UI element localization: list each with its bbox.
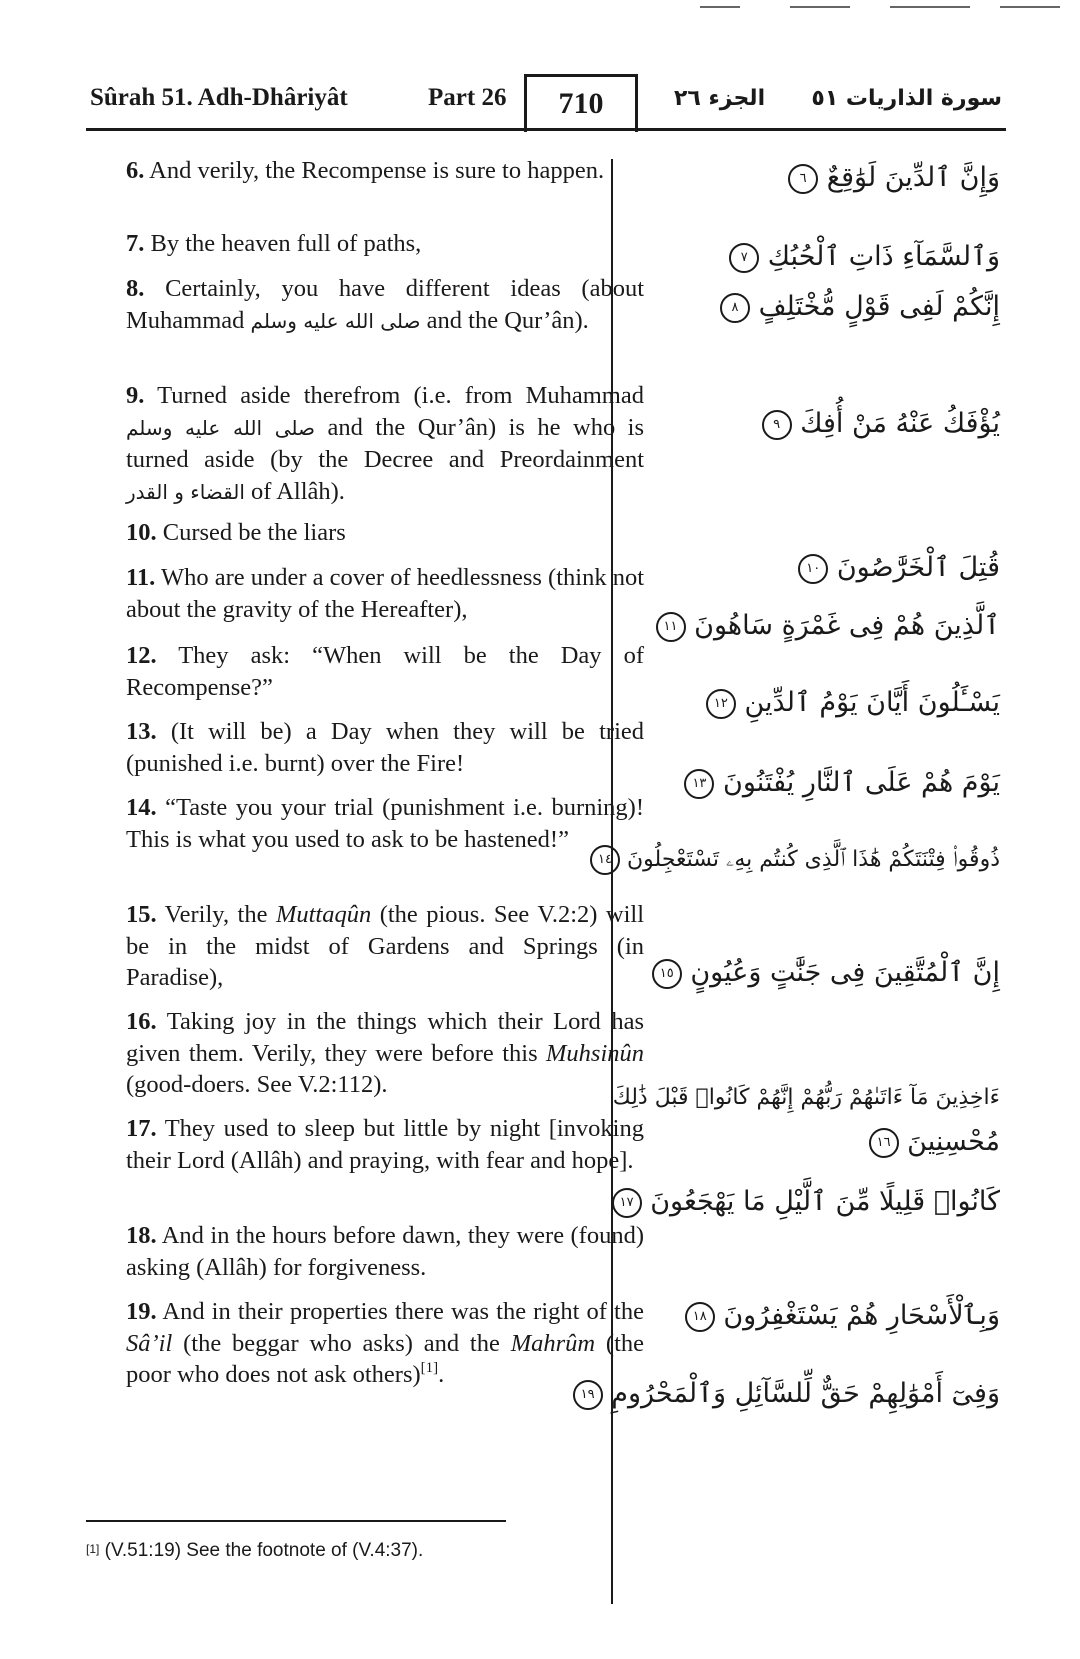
verse-number: 14. [126, 794, 157, 821]
verse-14 [86, 792, 644, 855]
ayah-16-line-1 [613, 1078, 1000, 1118]
verse-6 [86, 155, 644, 187]
verse-12 [86, 640, 644, 703]
ayah-end-mark: ١٨ [685, 1302, 715, 1332]
ayah-text: وَبِٱلْأَسْحَارِ هُمْ يَسْتَغْفِرُونَ [723, 1300, 1000, 1331]
ayah-text: يُؤْفَكُ عَنْهُ مَنْ أُفِكَ [800, 408, 1000, 439]
verse-10 [86, 517, 644, 549]
ayah-end-mark: ١٤ [590, 845, 620, 875]
ayah-text: مُحْسِنِينَ [907, 1126, 1000, 1157]
ayah-end-mark: ١٧ [612, 1188, 642, 1218]
verse-number: 19. [126, 1298, 157, 1325]
verse-text: And verily, the Recompense is sure to happen. [149, 157, 605, 184]
ayah-end-mark: ١٥ [652, 959, 682, 989]
footnote-rule [86, 1520, 506, 1522]
italic-term: Muttaqûn [275, 901, 372, 928]
ayah-12 [703, 683, 1000, 723]
ayah-text: ٱلَّذِينَ هُمْ فِى غَمْرَةٍ سَاهُونَ [694, 610, 1000, 641]
italic-term: Mahrûm [510, 1329, 596, 1357]
ayah-8 [717, 287, 1000, 327]
verse-text: Who are under a cover of heedlessness (think not about the gravity of the Hereafter), [126, 564, 644, 623]
ayah-end-mark: ٦ [788, 164, 818, 194]
verse-text: Verily, the [164, 901, 268, 928]
verse-9 [86, 380, 644, 508]
verse-number: 10. [126, 519, 157, 546]
part-label: Part 26 [428, 84, 507, 111]
ayah-end-mark: ١٦ [869, 1128, 899, 1158]
verse-text: (the poor who does not ask others) [126, 1329, 644, 1388]
ayah-14 [587, 840, 1000, 880]
qadar-arabic: القضاء و القدر [126, 479, 245, 504]
verse-11 [86, 562, 644, 625]
ayah-15 [649, 953, 1000, 993]
ayah-7 [726, 237, 1000, 277]
verse-number: 18. [126, 1222, 157, 1249]
verse-number: 13. [126, 718, 157, 745]
verse-7 [86, 228, 644, 260]
ayah-18 [682, 1296, 1000, 1336]
ayah-end-mark: ٧ [729, 243, 759, 273]
verse-text: Cursed be the liars [162, 519, 346, 546]
ayah-end-mark: ٨ [720, 293, 750, 323]
ayah-text: وَفِىٓ أَمْوَٰلِهِمْ حَقٌّ لِّلسَّآئِلِ وَٱلْمَحْرُومِ [611, 1378, 1000, 1409]
ayah-text: يَسْـَٔلُونَ أَيَّانَ يَوْمُ ٱلدِّينِ [744, 687, 1000, 718]
verse-number: 12. [126, 642, 157, 669]
verse-text: Turned aside therefrom (i.e. from Muhammad [157, 382, 644, 409]
ayah-text: وَإِنَّ ٱلدِّينَ لَوَٰقِعٌ [826, 162, 1000, 193]
ayah-end-mark: ٩ [762, 410, 792, 440]
verse-number: 8. [126, 275, 145, 302]
ayah-13 [681, 763, 1000, 803]
verse-18 [86, 1220, 644, 1283]
ayah-6 [785, 158, 1000, 198]
verse-text: and the Qur’ân). [426, 306, 589, 334]
ayah-10 [795, 548, 1000, 588]
ayah-text: يَوْمَ هُمْ عَلَى ٱلنَّارِ يُفْتَنُونَ [723, 767, 1000, 798]
verse-19 [86, 1296, 644, 1391]
ayah-text: ذُوقُوا۟ فِتْنَتَكُمْ هَٰذَا ٱلَّذِى كُنتُم بِهِۦ تَسْتَعْجِلُونَ [627, 847, 1000, 872]
verse-8 [86, 273, 644, 337]
footnote-ref: [1] [420, 1360, 439, 1376]
ayah-text: قُتِلَ ٱلْخَرَّٰصُونَ [836, 552, 1000, 583]
page-number: 710 [524, 74, 638, 132]
ayah-end-mark: ١١ [656, 612, 686, 642]
ayah-16-line-2 [866, 1122, 1000, 1162]
ayah-text: إِنَّ ٱلْمُتَّقِينَ فِى جَنَّٰتٍ وَعُيُونٍ [690, 957, 1000, 988]
ayah-end-mark: ١٢ [706, 689, 736, 719]
verse-16 [86, 1006, 644, 1101]
header-rule [86, 128, 1006, 131]
ayah-11 [653, 606, 1000, 646]
verse-text: . [438, 1361, 445, 1388]
ayah-end-mark: ١٠ [798, 554, 828, 584]
verse-text: (the pious. See V.2:2) will be in the midst of Gardens and Springs (in Paradise), [126, 901, 645, 991]
verse-number: 16. [126, 1008, 157, 1035]
verse-number: 15. [126, 901, 157, 928]
ayah-text: إِنَّكُمْ لَفِى قَوْلٍ مُّخْتَلِفٍ [758, 291, 1000, 322]
footnote-marker: [1] [86, 1542, 100, 1556]
verse-text: (It will be) a Day when they will be tried (punished i.e. burnt) over the Fire! [126, 718, 644, 777]
verse-text: And in the hours before dawn, they were (found) asking (Allâh) for forgiveness. [126, 1222, 644, 1281]
ayah-end-mark: ١٩ [573, 1380, 603, 1410]
ayah-17 [609, 1182, 1000, 1222]
verse-text: (good-doers. See V.2:112). [126, 1071, 388, 1098]
verse-number: 6. [126, 157, 145, 184]
surah-title: Sûrah 51. Adh-Dhâriyât [90, 84, 348, 111]
verse-text: They used to sleep but little by night [invoking their Lord (Allâh) and praying, with fear and hope]. [126, 1115, 644, 1174]
verse-number: 9. [126, 382, 145, 409]
top-edge-marks [700, 6, 1070, 10]
salutation-arabic: صلى الله عليه وسلم [250, 308, 421, 333]
verse-text: of Allâh). [251, 477, 345, 505]
verse-text: They ask: “When will be the Day of Recompense?” [126, 642, 644, 701]
italic-term: Sâ’il [126, 1329, 173, 1357]
verse-text: “Taste you your trial (punishment i.e. burning)! This is what you used to ask to be hastened!” [126, 794, 644, 853]
verse-number: 17. [126, 1115, 157, 1142]
verse-text: And in their properties there was the right of the [162, 1298, 644, 1325]
verse-text: Taking joy in the things which their Lord has given them. Verily, they were before this [126, 1008, 645, 1067]
verse-text: (the beggar who asks) and the [183, 1329, 500, 1357]
ayah-19 [570, 1374, 1000, 1414]
ayah-9 [759, 404, 1000, 444]
italic-term: Muhsinûn [546, 1039, 644, 1067]
salutation-arabic: صلى الله عليه وسلم [126, 415, 316, 440]
page-header [86, 78, 1006, 130]
surah-arabic: سورة الذاريات ٥١ [811, 86, 1002, 111]
footnote [86, 1540, 423, 1562]
verse-17 [86, 1113, 644, 1176]
verse-text: By the heaven full of paths, [150, 230, 422, 257]
verse-number: 7. [126, 230, 145, 257]
verse-text: Certainly, you have different ideas (about Muhammad [126, 275, 645, 334]
ayah-text: كَانُوا۟ قَلِيلًا مِّنَ ٱلَّيْلِ مَا يَهْجَعُونَ [650, 1186, 1000, 1217]
verse-number: 11. [126, 564, 156, 591]
verse-text: and the Qur’ân) is he who is turned aside (by the Decree and Preordainment [126, 413, 645, 473]
verse-13 [86, 716, 644, 779]
verse-15 [86, 899, 644, 994]
juz-arabic: الجزء ٢٦ [674, 86, 766, 111]
footnote-text: (V.51:19) See the footnote of (V.4:37). [104, 1540, 424, 1561]
ayah-text: وَٱلسَّمَآءِ ذَاتِ ٱلْحُبُكِ [767, 241, 1000, 272]
ayah-text: ءَاخِذِينَ مَآ ءَاتَىٰهُمْ رَبُّهُمْ إِنَّهُمْ كَانُوا۟ قَبْلَ ذَٰلِكَ [612, 1085, 1000, 1110]
ayah-end-mark: ١٣ [684, 769, 714, 799]
